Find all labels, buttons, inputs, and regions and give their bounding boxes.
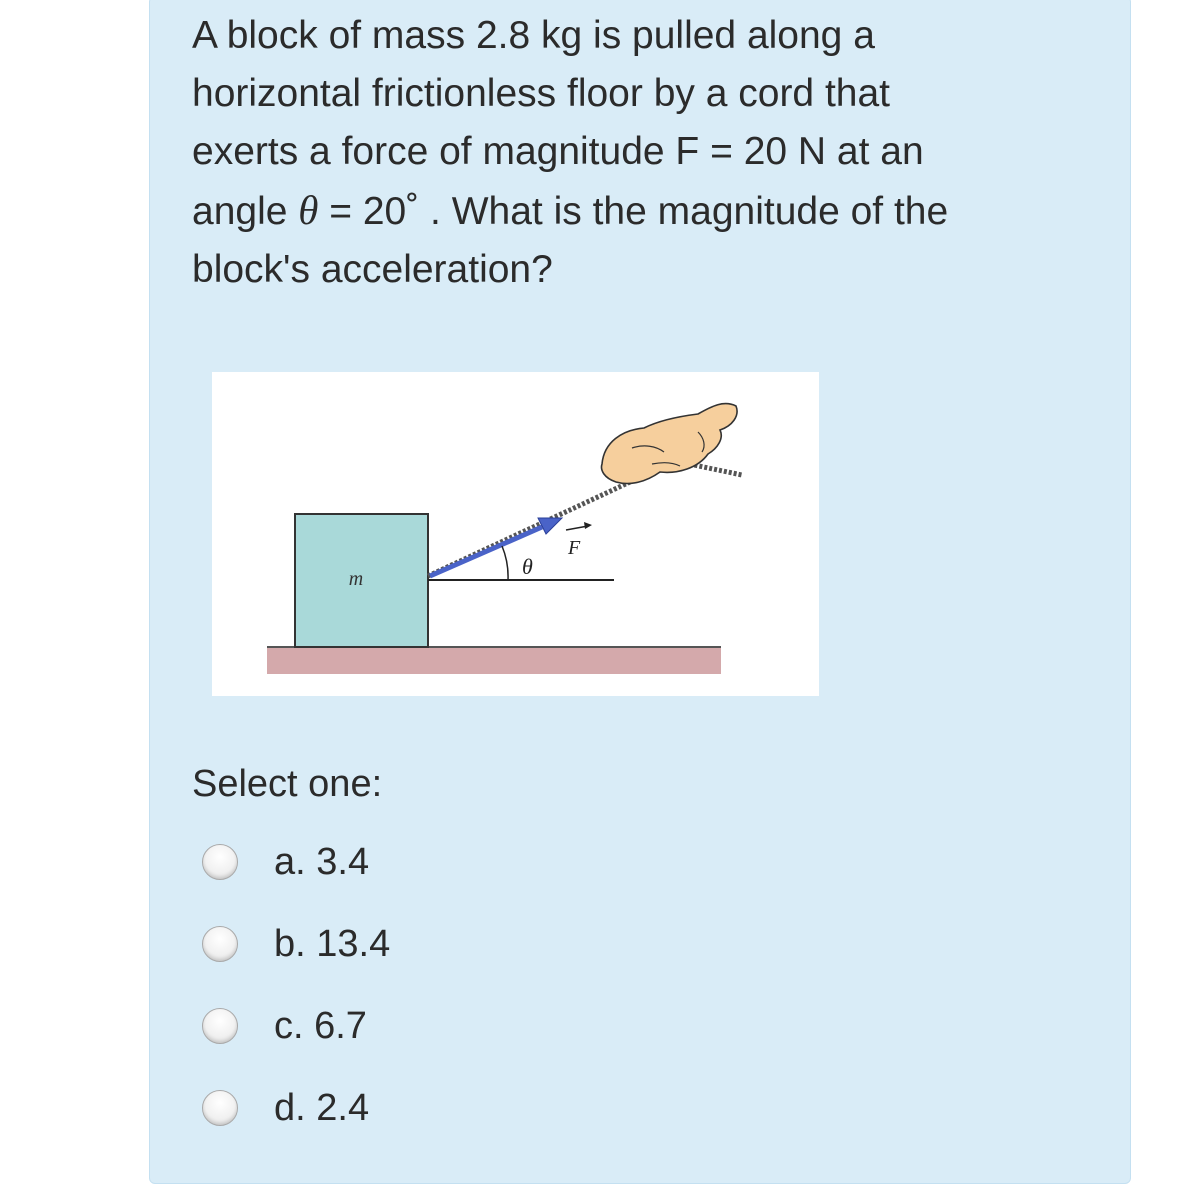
radio-button-c[interactable] (202, 1008, 238, 1044)
radio-button-d[interactable] (202, 1090, 238, 1126)
question-line-3: exerts a force of magnitude F = 20 N at an (192, 130, 924, 173)
option-a[interactable] (202, 832, 369, 892)
hand-icon (602, 404, 738, 484)
question-text (192, 7, 1052, 299)
option-b[interactable] (202, 914, 390, 974)
force-label-arrowhead (584, 522, 592, 529)
question-line-4-pre: angle (192, 190, 299, 233)
option-c-label[interactable]: c. 6.7 (274, 1004, 367, 1047)
question-line-4 (192, 181, 1052, 241)
option-c[interactable] (202, 996, 367, 1056)
option-d[interactable] (202, 1078, 369, 1138)
radio-button-a[interactable] (202, 844, 238, 880)
angle-arc (502, 546, 508, 580)
option-a-label[interactable]: a. 3.4 (274, 840, 370, 883)
option-d-label[interactable]: d. 2.4 (274, 1086, 370, 1129)
question-card (149, 0, 1131, 1184)
angle-label: θ (522, 554, 533, 579)
question-line-1: A block of mass 2.8 kg is pulled along a (192, 14, 875, 57)
question-line-2: horizontal frictionless floor by a cord that (192, 72, 891, 115)
radio-button-b[interactable] (202, 926, 238, 962)
block-pulled-diagram (212, 372, 819, 696)
force-label: F (568, 537, 581, 559)
physics-figure (212, 372, 819, 696)
mass-label: m (348, 568, 364, 590)
question-line-4-post: = 20˚ . What is the magnitude of the (318, 190, 949, 233)
theta-symbol: θ (298, 187, 319, 233)
question-line-5: block's acceleration? (192, 248, 553, 291)
select-one-label: Select one: (192, 763, 383, 805)
force-arrowhead (538, 518, 562, 534)
floor (267, 646, 721, 674)
option-b-label[interactable]: b. 13.4 (274, 922, 391, 965)
